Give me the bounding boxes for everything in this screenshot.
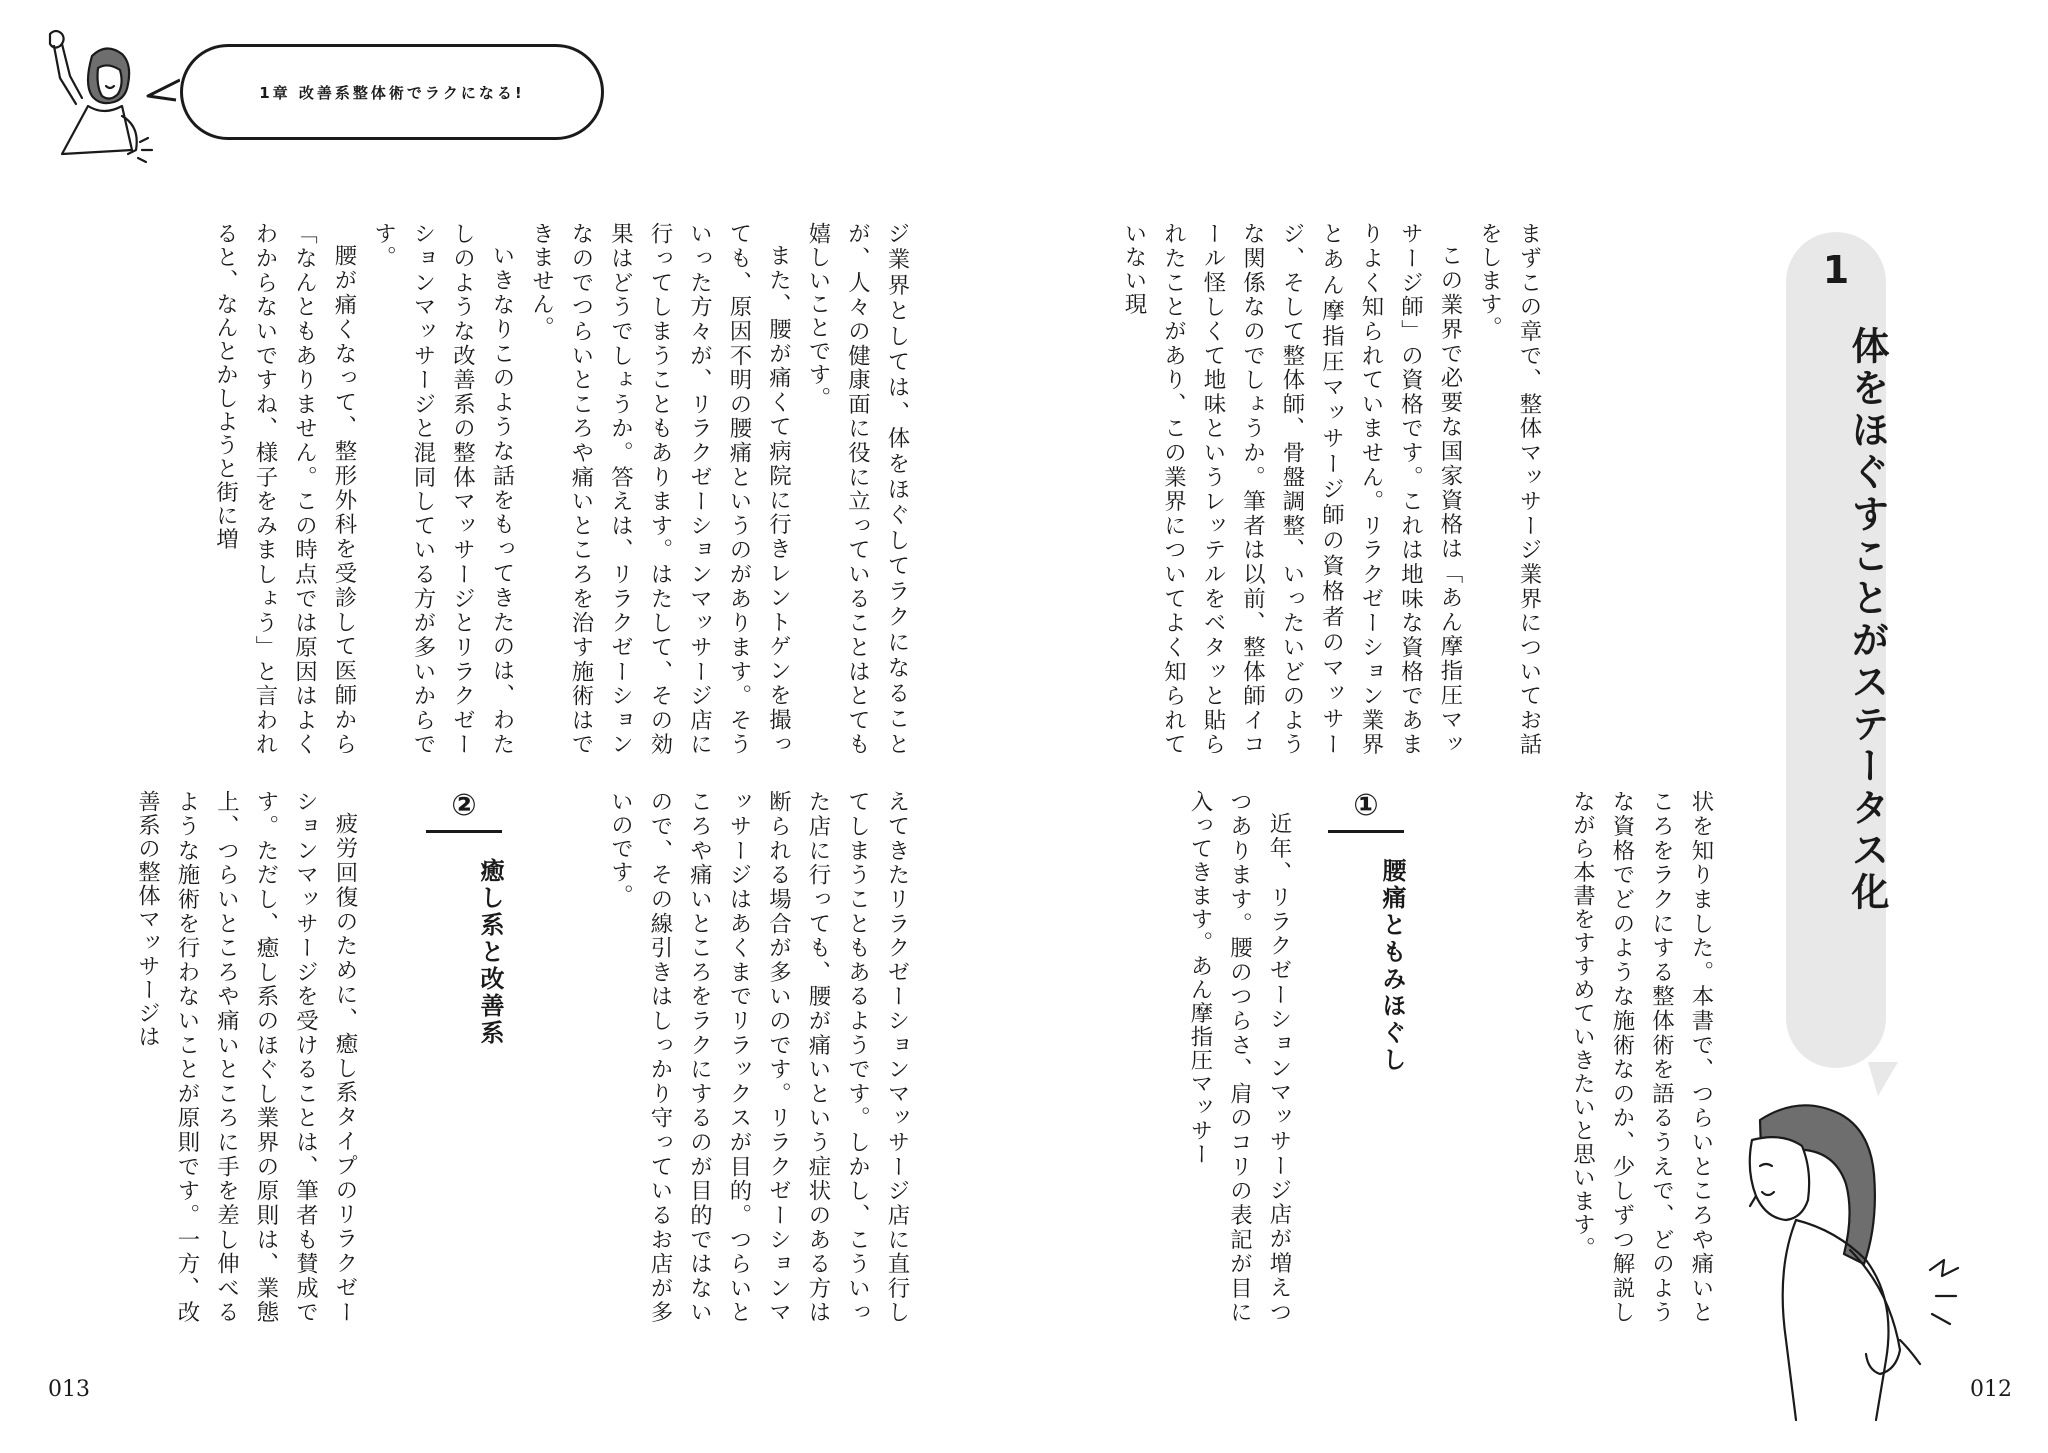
chapter-box-tail: [1868, 1062, 1898, 1096]
paragraph: 腰が痛くなって、整形外科を受診して医師から「なんともありません。この時点では原因はよくわからないですね、様子をみましょう」と言われると、なんとかしようと街に増: [212, 222, 357, 756]
chapter-header-text: 1章 改善系整体術でラクになる!: [259, 83, 525, 102]
chapter-title-box: [1786, 232, 1889, 1068]
chapter-number: 1: [1822, 248, 1850, 292]
left-text-bottom-right: [556, 790, 916, 1324]
paragraph: また、腰が痛くて病院に行きレントゲンを撮っても、原因不明の腰痛というのがあります。そういった方々が、リラクゼーションマッサージ店に行ってしまうこともあります。はたして、その効果はどうでしょうか。答えは、リラクゼーションなのでつらいところや痛いところを治す施術はできません。: [528, 222, 792, 756]
paragraph: えてきたリラクゼーションマッサージ店に直行してしまうこともあるようです。しかし、こういった店に行っても、腰が痛いという症状のある方は断られる場合が多いのです。リラクゼーションマッサージはあくまでリラックスが目的。つらいところや痛いところをラクにするのが目的ではないので、その線引きはしっかり守っているお店が多いのです。: [607, 790, 910, 1324]
paragraph: 状を知りました。本書で、つらいところや痛いところをラクにする整体術を語るうえで、どのような資格でどのような施術なのか、少しずつ解説しながら本書をすすめていきたいと思います。: [1569, 790, 1714, 1324]
right-text-top-continued: [1460, 790, 1720, 1324]
paragraph: 近年、リラクゼーションマッサージ店が増えつつあります。腰のつらさ、肩のコリの表記が目に入ってきます。あん摩指圧マッサー: [1187, 790, 1292, 1324]
paragraph: 疲労回復のために、癒し系タイプのリラクゼーションマッサージを受けることは、筆者も賛成です。ただし、癒し系のほぐし業界の原則は、業態上、つらいところや痛いところに手を差し伸べるような施術を行わないことが原則です。一方、改善系の整体マッサージは: [134, 790, 358, 1324]
subheading-2: [426, 788, 502, 1088]
left-text-bottom-left: [84, 790, 364, 1324]
woman-back-pain-illustration: [1700, 1100, 2000, 1440]
page-number-right: 012: [1970, 1377, 2012, 1402]
cloud-tail-shape: [146, 78, 180, 102]
page-number-left: 013: [48, 1377, 90, 1402]
subheading-1: [1328, 788, 1404, 1088]
paragraph: いきなりこのような話をもってきたのは、わたしのような改善系の整体マッサージとリラクゼーションマッサージと混同している方が多いからです。: [370, 222, 515, 756]
subheading-1-title: 腰痛ともみほぐし: [1378, 858, 1406, 1074]
chapter-header-bubble: [180, 44, 604, 140]
right-text-subsection-1: [1128, 790, 1298, 1324]
subheading-2-rule: [426, 830, 502, 833]
paragraph: この業界で必要な国家資格は「あん摩指圧マッサージ師」の資格です。これは地味な資格であまりよく知られていません。リラクゼーション業界とあん摩指圧マッサージ師の資格者のマッサージ、そして整体師、骨盤調整、いったいどのような関係なのでしょうか。筆者は以前、整体師イコール怪しくて地味というレッテルをベタッと貼られたことがあり、この業界についてよく知られていない現: [1121, 222, 1463, 756]
paragraph: まずこの章で、整体マッサージ業界についてお話をします。: [1476, 222, 1542, 756]
right-text-top: [1121, 222, 1548, 756]
subheading-1-mark: ①: [1353, 788, 1379, 823]
chapter-title: 体をほぐすことがステータス化: [1845, 326, 1889, 914]
subheading-2-mark: ②: [451, 788, 477, 823]
woman-fist-pump-illustration: [32, 20, 162, 180]
paragraph: ジ業界としては、体をほぐしてラクになることが、人々の健康面に役に立っていることはとても嬉しいことです。: [805, 222, 910, 756]
subheading-2-title: 癒し系と改善系: [476, 858, 504, 1047]
subheading-1-rule: [1328, 830, 1404, 833]
left-text-top: [84, 222, 916, 756]
